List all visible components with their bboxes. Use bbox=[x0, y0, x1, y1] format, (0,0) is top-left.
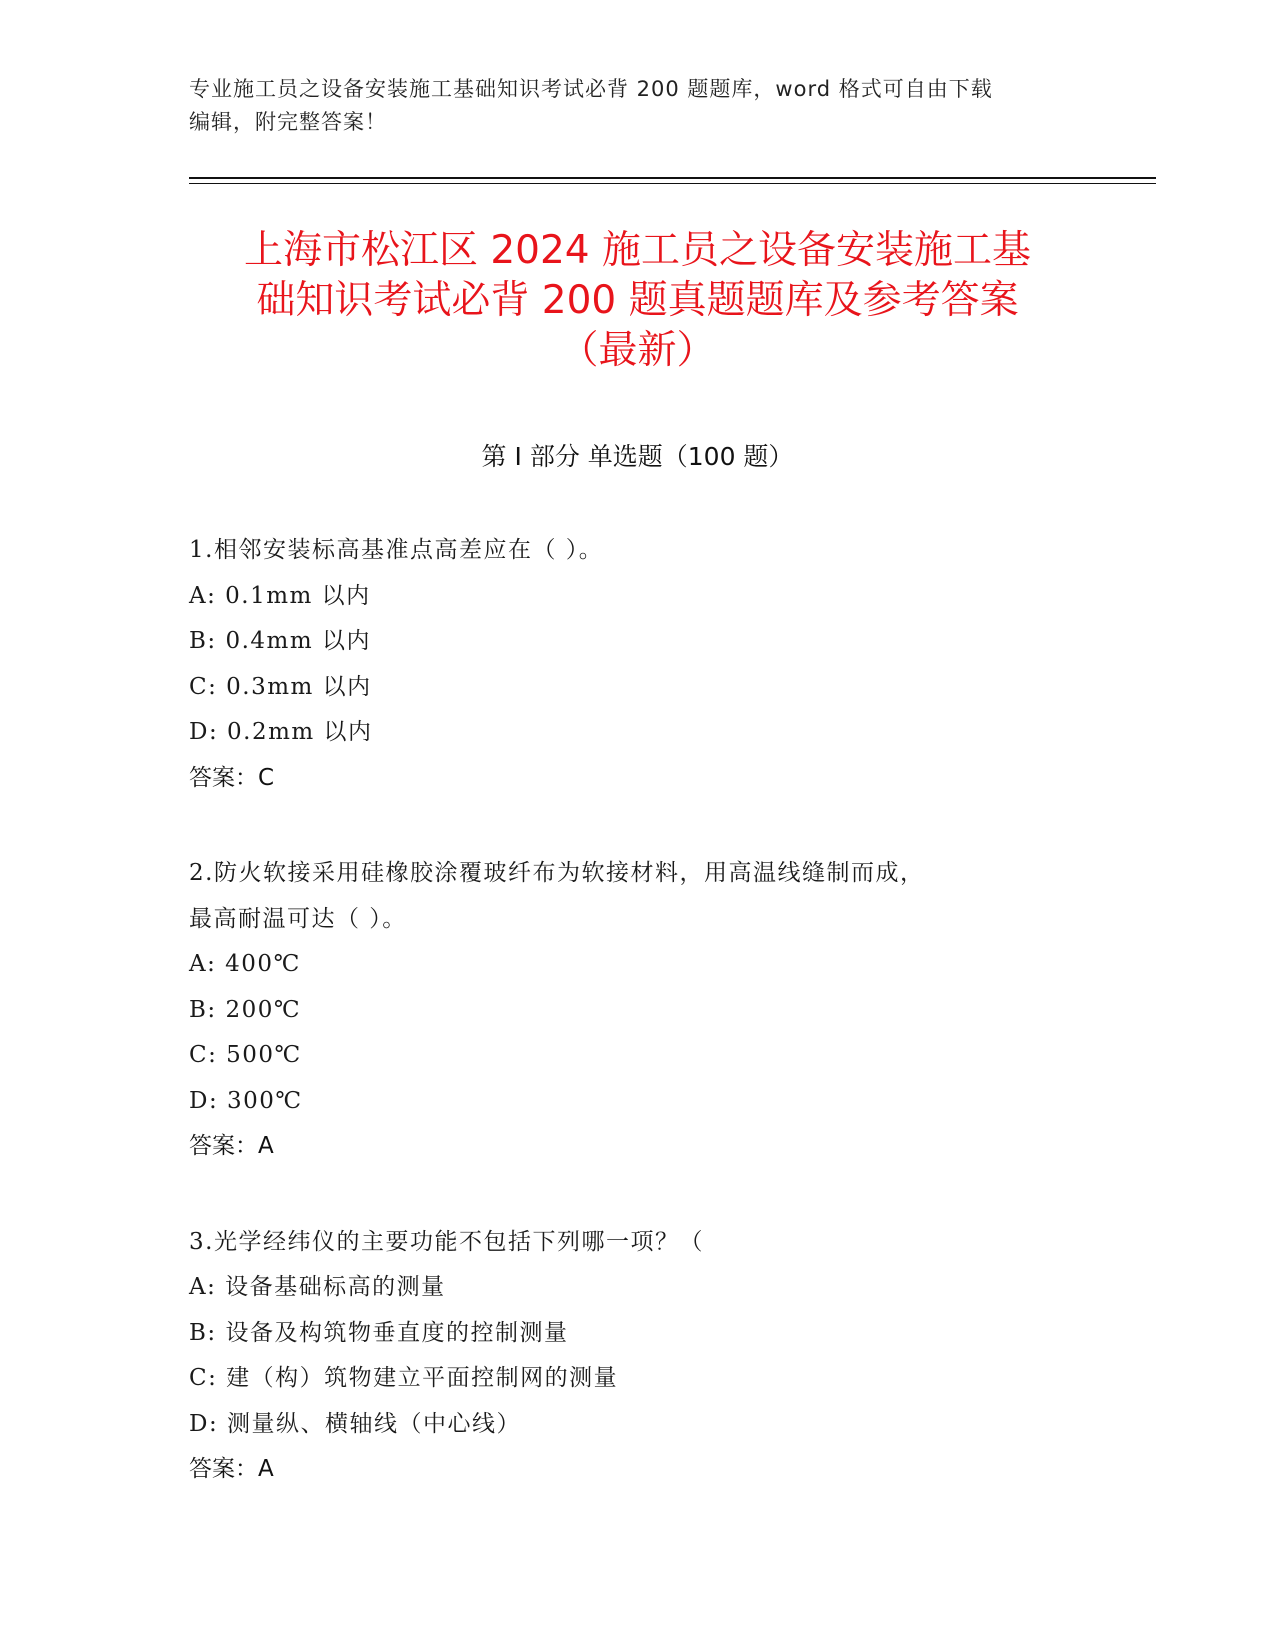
document-title-line-3: （最新） bbox=[559, 328, 716, 373]
question-3-option-a: A: 设备基础标高的测量 bbox=[189, 1274, 446, 1300]
question-1-option-d: D: 0.2mm 以内 bbox=[189, 719, 373, 745]
question-2-option-b: B: 200℃ bbox=[189, 996, 302, 1023]
question-1-answer: 答案：C bbox=[189, 764, 275, 791]
question-2-option-a: A: 400℃ bbox=[189, 951, 301, 977]
header-divider-thick bbox=[189, 177, 1156, 179]
question-3-option-c: C: 建（构）筑物建立平面控制网的测量 bbox=[189, 1365, 619, 1391]
question-2-option-c: C: 500℃ bbox=[189, 1042, 302, 1068]
question-1-stem: 1.相邻安装标高基准点高差应在（ ）。 bbox=[189, 537, 604, 563]
question-1-option-c: C: 0.3mm 以内 bbox=[189, 673, 372, 700]
question-1 bbox=[189, 528, 1089, 801]
section-title: 第 I 部分 单选题（100 题） bbox=[481, 442, 794, 471]
header-note bbox=[189, 73, 1089, 139]
question-3 bbox=[189, 1220, 1089, 1493]
document-title-line-2: 础知识考试必背 200 题真题题库及参考答案 bbox=[256, 278, 1019, 323]
question-3-option-d: D: 测量纵、横轴线（中心线） bbox=[189, 1410, 522, 1437]
question-list bbox=[189, 528, 1089, 1543]
question-3-stem: 3.光学经纬仪的主要功能不包括下列哪一项？（ bbox=[189, 1228, 704, 1255]
question-2 bbox=[189, 851, 1089, 1170]
document-title-line-1: 上海市松江区 2024 施工员之设备安装施工基 bbox=[243, 228, 1032, 273]
header-divider-thin bbox=[189, 183, 1156, 184]
question-2-answer: 答案：A bbox=[189, 1133, 274, 1159]
question-3-option-b: B: 设备及构筑物垂直度的控制测量 bbox=[189, 1319, 569, 1346]
question-3-answer: 答案：A bbox=[189, 1456, 274, 1482]
question-1-option-b: B: 0.4mm 以内 bbox=[189, 628, 371, 654]
question-2-stem-line-1: 2.防火软接采用硅橡胶涂覆玻纤布为软接材料，用高温线缝制而成， bbox=[189, 860, 925, 886]
question-2-stem-line-2: 最高耐温可达（ ）。 bbox=[189, 905, 407, 932]
question-1-option-a: A: 0.1mm 以内 bbox=[189, 582, 371, 609]
question-2-option-d: D: 300℃ bbox=[189, 1087, 303, 1114]
header-note-line-2: 编辑，附完整答案！ bbox=[189, 110, 387, 134]
header-note-line-1: 专业施工员之设备安装施工基础知识考试必背 200 题题库，word 格式可自由下载 bbox=[189, 77, 993, 101]
document-title bbox=[160, 226, 1115, 376]
